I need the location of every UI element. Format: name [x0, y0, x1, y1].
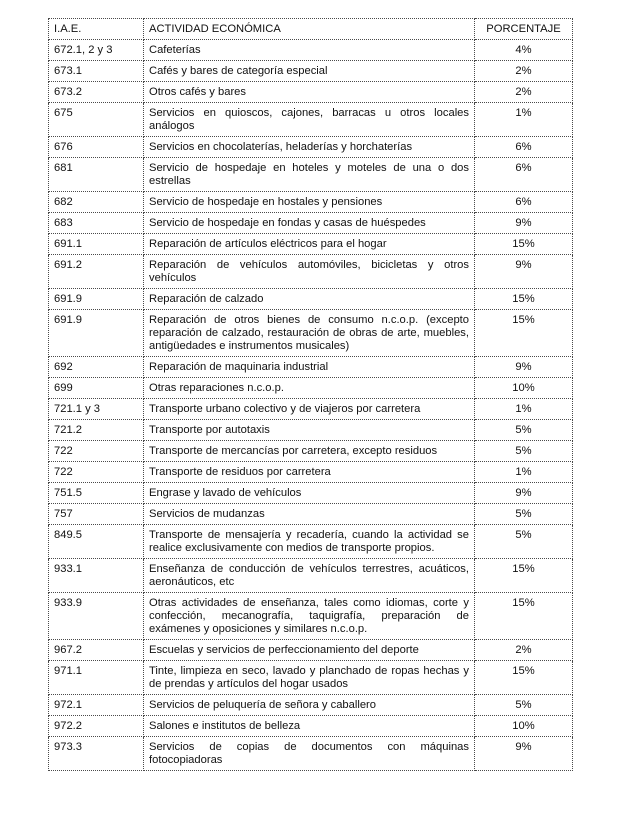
cell-activity: Salones e institutos de belleza	[144, 716, 475, 737]
cell-percentage: 1%	[475, 462, 573, 483]
cell-activity: Reparación de otros bienes de consumo n.c.o.p. (excepto reparación de calzado, restauración de obras de arte, muebles, antigüedades e instrumentos musicales)	[144, 310, 475, 357]
table-row	[49, 255, 573, 289]
cell-percentage: 5%	[475, 441, 573, 462]
cell-percentage: 15%	[475, 593, 573, 640]
cell-activity: Reparación de maquinaria industrial	[144, 357, 475, 378]
table-row	[49, 310, 573, 357]
table-row	[49, 40, 573, 61]
table-row	[49, 559, 573, 593]
cell-iae: 972.2	[49, 716, 144, 737]
cell-activity: Reparación de artículos eléctricos para el hogar	[144, 234, 475, 255]
cell-percentage: 9%	[475, 255, 573, 289]
cell-activity: Otros cafés y bares	[144, 82, 475, 103]
cell-iae: 682	[49, 192, 144, 213]
cell-activity: Transporte de residuos por carretera	[144, 462, 475, 483]
table-body	[49, 40, 573, 771]
cell-iae: 721.1 y 3	[49, 399, 144, 420]
cell-activity: Reparación de vehículos automóviles, bicicletas y otros vehículos	[144, 255, 475, 289]
cell-iae: 673.1	[49, 61, 144, 82]
cell-iae: 672.1, 2 y 3	[49, 40, 144, 61]
cell-activity: Transporte de mensajería y recadería, cuando la actividad se realice exclusivamente con medios de transporte propios.	[144, 525, 475, 559]
cell-activity: Servicios de mudanzas	[144, 504, 475, 525]
cell-activity: Servicios en chocolaterías, heladerías y horchaterías	[144, 137, 475, 158]
header-iae: I.A.E.	[49, 19, 144, 40]
cell-percentage: 15%	[475, 559, 573, 593]
cell-percentage: 9%	[475, 213, 573, 234]
table-row	[49, 289, 573, 310]
cell-percentage: 9%	[475, 737, 573, 771]
cell-activity: Reparación de calzado	[144, 289, 475, 310]
cell-activity: Enseñanza de conducción de vehículos terrestres, acuáticos, aeronáuticos, etc	[144, 559, 475, 593]
cell-iae: 691.9	[49, 289, 144, 310]
cell-iae: 849.5	[49, 525, 144, 559]
table-row	[49, 640, 573, 661]
cell-iae: 673.2	[49, 82, 144, 103]
cell-iae: 757	[49, 504, 144, 525]
cell-activity: Servicios de peluquería de señora y caballero	[144, 695, 475, 716]
table-row	[49, 61, 573, 82]
table-row	[49, 137, 573, 158]
cell-activity: Servicios de copias de documentos con máquinas fotocopiadoras	[144, 737, 475, 771]
cell-percentage: 2%	[475, 61, 573, 82]
cell-iae: 933.9	[49, 593, 144, 640]
table-row	[49, 213, 573, 234]
cell-percentage: 10%	[475, 378, 573, 399]
cell-iae: 933.1	[49, 559, 144, 593]
table-row	[49, 525, 573, 559]
cell-activity: Engrase y lavado de vehículos	[144, 483, 475, 504]
cell-activity: Transporte por autotaxis	[144, 420, 475, 441]
cell-iae: 699	[49, 378, 144, 399]
table-row	[49, 192, 573, 213]
table-row	[49, 483, 573, 504]
cell-iae: 971.1	[49, 661, 144, 695]
table-row	[49, 399, 573, 420]
cell-percentage: 1%	[475, 103, 573, 137]
cell-iae: 691.9	[49, 310, 144, 357]
cell-percentage: 1%	[475, 399, 573, 420]
table-row	[49, 593, 573, 640]
cell-percentage: 5%	[475, 504, 573, 525]
table-row	[49, 158, 573, 192]
cell-percentage: 6%	[475, 192, 573, 213]
table-row	[49, 234, 573, 255]
cell-iae: 691.1	[49, 234, 144, 255]
cell-iae: 691.2	[49, 255, 144, 289]
cell-activity: Servicio de hospedaje en fondas y casas de huéspedes	[144, 213, 475, 234]
cell-activity: Otras reparaciones n.c.o.p.	[144, 378, 475, 399]
cell-percentage: 10%	[475, 716, 573, 737]
cell-percentage: 15%	[475, 310, 573, 357]
cell-iae: 721.2	[49, 420, 144, 441]
cell-activity: Cafeterías	[144, 40, 475, 61]
table-row	[49, 378, 573, 399]
table-row	[49, 695, 573, 716]
cell-percentage: 2%	[475, 82, 573, 103]
cell-activity: Servicio de hospedaje en hostales y pensiones	[144, 192, 475, 213]
table-header-row	[49, 19, 573, 40]
table-row	[49, 737, 573, 771]
cell-percentage: 15%	[475, 289, 573, 310]
cell-iae: 973.3	[49, 737, 144, 771]
cell-activity: Transporte urbano colectivo y de viajeros por carretera	[144, 399, 475, 420]
table-row	[49, 441, 573, 462]
cell-activity: Otras actividades de enseñanza, tales como idiomas, corte y confección, mecanografía, taquigrafía, preparación de exámenes y oposiciones y similares n.c.o.p.	[144, 593, 475, 640]
cell-iae: 683	[49, 213, 144, 234]
cell-activity: Escuelas y servicios de perfeccionamiento del deporte	[144, 640, 475, 661]
cell-percentage: 6%	[475, 137, 573, 158]
cell-percentage: 9%	[475, 483, 573, 504]
cell-iae: 675	[49, 103, 144, 137]
cell-activity: Servicios en quioscos, cajones, barracas u otros locales análogos	[144, 103, 475, 137]
table-row	[49, 716, 573, 737]
cell-activity: Servicio de hospedaje en hoteles y moteles de una o dos estrellas	[144, 158, 475, 192]
activity-percentage-table	[48, 18, 573, 771]
table-row	[49, 103, 573, 137]
table-row	[49, 661, 573, 695]
cell-activity: Transporte de mercancías por carretera, excepto residuos	[144, 441, 475, 462]
cell-iae: 751.5	[49, 483, 144, 504]
table-row	[49, 420, 573, 441]
table-row	[49, 82, 573, 103]
cell-percentage: 4%	[475, 40, 573, 61]
cell-activity: Tinte, limpieza en seco, lavado y planchado de ropas hechas y de prendas y artículos del hogar usados	[144, 661, 475, 695]
cell-iae: 681	[49, 158, 144, 192]
cell-percentage: 2%	[475, 640, 573, 661]
cell-iae: 967.2	[49, 640, 144, 661]
table-row	[49, 504, 573, 525]
cell-percentage: 5%	[475, 525, 573, 559]
cell-iae: 722	[49, 441, 144, 462]
cell-iae: 692	[49, 357, 144, 378]
cell-percentage: 5%	[475, 695, 573, 716]
cell-percentage: 9%	[475, 357, 573, 378]
cell-percentage: 5%	[475, 420, 573, 441]
header-activity: ACTIVIDAD ECONÓMICA	[144, 19, 475, 40]
cell-iae: 972.1	[49, 695, 144, 716]
cell-percentage: 6%	[475, 158, 573, 192]
cell-percentage: 15%	[475, 234, 573, 255]
header-percentage: PORCENTAJE	[475, 19, 573, 40]
cell-iae: 722	[49, 462, 144, 483]
table-row	[49, 462, 573, 483]
cell-activity: Cafés y bares de categoría especial	[144, 61, 475, 82]
table-row	[49, 357, 573, 378]
cell-percentage: 15%	[475, 661, 573, 695]
cell-iae: 676	[49, 137, 144, 158]
